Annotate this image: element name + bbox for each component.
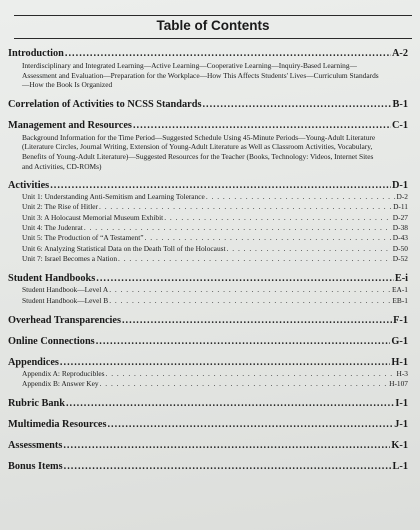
entry-description: Interdisciplinary and Integrated Learning—Active Learning—Cooperative Learning—Inquiry-Based Learning—Assessment and Evaluation—Preparation for the Workplace—How This Affects Students' Lives—Curriculum Standards—How the Book Is Organized [22,61,379,90]
entry-page: J-1 [394,419,408,431]
subentry-page: D-43 [392,233,408,243]
subentry-label: Student Handbook—Level A [22,285,109,295]
toc-subentry-handbook-level-b[interactable] [8,296,408,306]
dot-leader [133,119,391,132]
subentry-page: D-38 [392,223,408,233]
toc-subentry-unit-2[interactable] [8,202,408,212]
toc-section-management [8,119,408,171]
dot-leader [202,98,391,111]
entry-page: I-1 [395,398,408,410]
toc-section-rubric-bank [8,397,408,410]
dot-leader [84,223,392,233]
subentry-page: EA-1 [391,285,408,295]
toc-section-online-connections [8,335,408,348]
toc-section-introduction [8,47,408,90]
entry-description: Background Information for the Time Period—Suggested Schedule Using 45-Minute Periods—Young-Adult Literature (Literature Circles, Journal Writing, Extension of Young-Adult Literature as Well as Classroom Activities, Vocabulary, Benefits of Young-Adult Literature)—Suggested Resources for the Teacher (Books, Technology: Videos, Internet Sites and Activities, CD-ROMs) [22,132,376,171]
dot-leader [107,418,393,431]
entry-label: Correlation of Activities to NCSS Standards [8,98,202,110]
toc-subentry-appendix-b[interactable] [8,379,408,389]
entry-page: K-1 [391,440,408,452]
entry-label: Management and Resources [8,119,132,131]
entry-label: Assessments [8,440,63,452]
toc-entry-activities[interactable] [8,179,408,192]
dot-leader [106,369,396,379]
toc-subentry-handbook-level-a[interactable] [8,285,408,295]
toc-section-multimedia-resources [8,418,408,431]
toc-subentry-unit-1[interactable] [8,192,408,202]
entry-page: D-1 [391,180,408,192]
toc-entry-management[interactable] [8,119,408,132]
entry-page: L-1 [392,461,408,473]
dot-leader [66,397,394,410]
subentry-label: Unit 2: The Rise of Hitler [22,202,99,212]
toc-entry-correlation[interactable] [8,98,408,111]
dot-leader [65,47,391,60]
toc-entry-appendices[interactable] [8,356,408,369]
subentry-page: D-2 [396,192,408,202]
subentry-label: Appendix A: Reproducibles [22,368,105,378]
entry-page: F-1 [393,314,408,326]
toc-entry-overhead-transparencies[interactable] [8,314,408,327]
subentry-page: D-11 [393,202,408,212]
toc-section-assessments [8,439,408,452]
dot-leader [164,213,392,223]
dot-leader [109,285,391,295]
dot-leader [50,179,391,192]
subentry-label: Unit 1: Understanding Anti-Semitism and Learning Tolerance [22,192,205,202]
dot-leader [227,244,392,254]
dot-leader [145,233,392,243]
entry-label: Introduction [8,48,64,59]
toc-section-activities [8,179,408,264]
dot-leader [63,439,390,452]
entry-label: Rubric Bank [8,398,65,410]
page-title: Table of Contents [156,18,270,33]
toc-entry-assessments[interactable] [8,439,408,452]
subentry-label: Unit 3: A Holocaust Memorial Museum Exhibit [22,212,164,222]
dot-leader [118,254,392,264]
subentry-page: H-3 [396,368,408,378]
entry-label: Overhead Transparencies [8,314,121,326]
dot-leader [64,460,392,473]
subentry-page: D-27 [392,212,408,222]
subentry-label: Unit 6: Analyzing Statistical Data on the Death Toll of the Holocaust [22,243,226,253]
entry-label: Online Connections [8,335,95,347]
subentry-page: H-107 [389,379,408,389]
toc-subentry-unit-7[interactable] [8,254,408,264]
toc-entry-multimedia-resources[interactable] [8,418,408,431]
toc-subentry-unit-5[interactable] [8,233,408,243]
subentry-label: Appendix B: Answer Key [22,379,99,389]
subentry-page: EB-1 [392,295,408,305]
toc-entry-online-connections[interactable] [8,335,408,348]
entry-page: C-1 [391,119,408,131]
toc-entry-introduction[interactable] [8,47,408,60]
toc-section-correlation [8,98,408,111]
dot-leader [109,296,391,306]
toc-subentry-unit-4[interactable] [8,223,408,233]
toc-section-student-handbooks [8,272,408,306]
subentry-label: Unit 5: The Production of “A Testament” [22,233,144,243]
toc-subentry-unit-6[interactable] [8,244,408,254]
dot-leader [122,314,392,327]
entry-label: Multimedia Resources [8,419,107,431]
dot-leader [60,356,390,369]
entry-page: H-1 [391,356,408,368]
subentry-page: D-50 [392,243,408,253]
toc-section-appendices [8,356,408,390]
entry-label: Bonus Items [8,461,63,473]
entry-page: A-2 [391,48,408,59]
subentry-label: Student Handbook—Level B [22,295,109,305]
toc-section-overhead-transparencies [8,314,408,327]
entry-label: Activities [8,180,50,192]
toc-subentry-unit-3[interactable] [8,213,408,223]
dot-leader [96,335,391,348]
toc-entry-rubric-bank[interactable] [8,397,408,410]
dot-leader [99,202,392,212]
entry-label: Student Handbooks [8,273,96,285]
dot-leader [206,192,396,202]
toc-entry-student-handbooks[interactable] [8,272,408,285]
subentry-page: D-52 [392,253,408,263]
entry-page: B-1 [392,98,408,110]
dot-leader [100,379,389,389]
toc-section-bonus-items [8,460,408,473]
entry-page: G-1 [391,335,408,347]
toc-header [14,15,412,39]
dot-leader [96,272,394,285]
subentry-label: Unit 4: The Judenrat [22,223,83,233]
subentry-label: Unit 7: Israel Becomes a Nation [22,253,118,263]
entry-label: Appendices [8,356,59,368]
entry-page: E-i [394,273,408,285]
toc-subentry-appendix-a[interactable] [8,369,408,379]
toc-entry-bonus-items[interactable] [8,460,408,473]
